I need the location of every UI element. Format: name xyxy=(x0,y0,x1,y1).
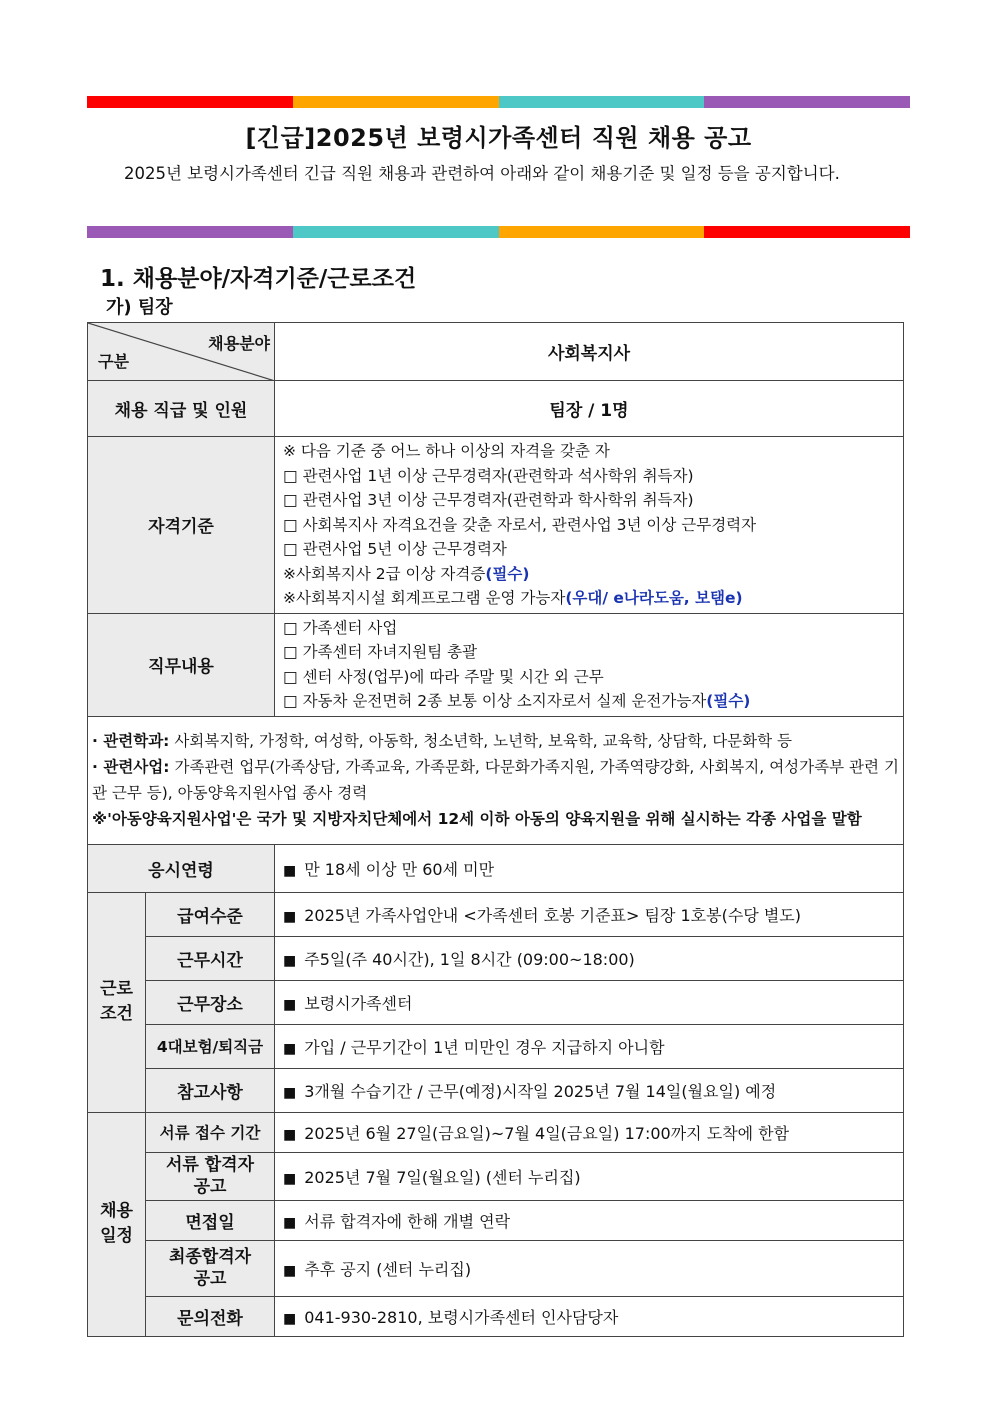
required-mark: (필수) xyxy=(706,692,751,710)
bullet-icon: ■ xyxy=(283,1170,297,1187)
bullet-icon: ■ xyxy=(283,1040,297,1057)
qualification-intro: ※ 다음 기준 중 어느 하나 이상의 자격을 갖춘 자 xyxy=(283,442,610,460)
bullet-icon: ■ xyxy=(283,862,297,879)
work-row-label: 급여수준 xyxy=(146,892,275,936)
work-row-value xyxy=(275,980,904,1024)
schedule-row-value xyxy=(275,1240,904,1296)
work-conditions-label: 근로 조건 xyxy=(88,892,146,1112)
header-field-label: 채용분야 xyxy=(208,334,270,353)
schedule-row-label: 최종합격자 공고 xyxy=(146,1240,275,1296)
bullet-icon: ■ xyxy=(283,908,297,925)
qualification-item: □ 사회복지사 자격요건을 갖춘 자로서, 관련사업 3년 이상 근무경력자 xyxy=(283,515,757,534)
duty-item: □ 가족센터 사업 xyxy=(283,618,398,637)
bullet-icon: ■ xyxy=(283,1214,297,1231)
work-row-text: 2025년 가족사업안내 <가족센터 호봉 기준표> 팀장 1호봉(수당 별도) xyxy=(304,905,801,925)
work-row-text: 3개월 수습기간 / 근무(예정)시작일 2025년 7월 14일(월요일) 예정 xyxy=(304,1081,777,1101)
note-biz-text: 가족관련 업무(가족상담, 가족교육, 가족문화, 다문화가족지원, 가족역량강화, 사회복지, 여성가족부 관련 기관 근무 등), 아동양육지원사업 종사 경력 xyxy=(92,758,899,802)
bar-segment xyxy=(499,96,705,108)
work-row-label: 근무시간 xyxy=(146,936,275,980)
bullet-icon: ■ xyxy=(283,1084,297,1101)
age-text: 만 18세 이상 만 60세 미만 xyxy=(304,859,495,879)
top-color-bar xyxy=(87,96,910,108)
work-row-value xyxy=(275,1068,904,1112)
note-child-support: ※'아동양육지원사업'은 국가 및 지방자치단체에서 12세 이하 아동의 양육지원을 위해 실시하는 각종 사업을 말함 xyxy=(92,810,862,828)
schedule-row-label: 서류 합격자 공고 xyxy=(146,1152,275,1200)
duty-label: 직무내용 xyxy=(88,613,275,716)
header-diagonal-cell xyxy=(88,323,275,381)
bar-segment xyxy=(499,226,705,238)
bullet-icon: ■ xyxy=(283,1126,297,1143)
required-mark: (필수) xyxy=(485,564,530,583)
work-row-text: 가입 / 근무기간이 1년 미만인 경우 지급하지 아니함 xyxy=(304,1037,665,1057)
bar-segment xyxy=(293,226,499,238)
bullet-icon: ■ xyxy=(283,1310,297,1327)
field-value: 사회복지사 xyxy=(275,323,904,381)
age-value xyxy=(275,844,904,892)
note-biz xyxy=(92,754,899,806)
schedule-row-text: 041-930-2810, 보령시가족센터 인사담당자 xyxy=(304,1307,619,1327)
qualification-list xyxy=(275,437,904,614)
qualification-item: □ 관련사업 3년 이상 근무경력자(관련학과 학사학위 취득자) xyxy=(283,491,694,509)
qualification-item: □ 관련사업 5년 이상 근무경력자 xyxy=(283,540,507,558)
position-label: 채용 직급 및 인원 xyxy=(88,381,275,437)
work-row-label: 근무장소 xyxy=(146,980,275,1024)
schedule-row-value xyxy=(275,1296,904,1336)
schedule-row-value xyxy=(275,1112,904,1152)
schedule-row-label: 면접일 xyxy=(146,1200,275,1240)
schedule-row-text: 서류 합격자에 한해 개별 연락 xyxy=(304,1211,511,1231)
schedule-row-text: 2025년 7월 7일(월요일) (센터 누리집) xyxy=(304,1167,581,1187)
schedule-row-text: 2025년 6월 27일(금요일)~7월 4일(금요일) 17:00까지 도착에 한함 xyxy=(304,1123,790,1143)
duty-item: □ 가족센터 자녀지원팀 총괄 xyxy=(283,643,478,661)
age-label: 응시연령 xyxy=(88,844,275,892)
schedule-row-value xyxy=(275,1200,904,1240)
section-heading: 1. 채용분야/자격기준/근로조건 xyxy=(100,266,417,292)
duty-list xyxy=(275,613,904,716)
position-value: 팀장 / 1명 xyxy=(275,381,904,437)
qualification-note xyxy=(283,562,895,587)
bar-segment xyxy=(293,96,499,108)
note-dept xyxy=(92,728,899,754)
schedule-row-text: 추후 공지 (센터 누리집) xyxy=(304,1259,472,1279)
work-row-text: 보령시가족센터 xyxy=(304,993,413,1013)
bar-segment xyxy=(87,226,293,238)
work-row-value xyxy=(275,892,904,936)
note-text: ※사회복지사 2급 이상 자격증 xyxy=(283,564,486,583)
recruitment-table xyxy=(87,322,904,1337)
schedule-row-label: 문의전화 xyxy=(146,1296,275,1336)
duty-text: □ 자동차 운전면허 2종 보통 이상 소지자로서 실제 운전가능자 xyxy=(283,692,707,710)
header-category-label: 구분 xyxy=(98,352,129,371)
work-row-value xyxy=(275,1024,904,1068)
note-text: ※사회복지시설 회계프로그램 운영 가능자 xyxy=(283,589,566,607)
work-row-value xyxy=(275,936,904,980)
qualification-note xyxy=(283,586,895,611)
bullet-icon: ■ xyxy=(283,1262,297,1279)
bar-segment xyxy=(704,226,910,238)
work-row-label: 참고사항 xyxy=(146,1068,275,1112)
work-row-text: 주5일(주 40시간), 1일 8시간 (09:00~18:00) xyxy=(304,949,635,969)
note-dept-text: 사회복지학, 가정학, 여성학, 아동학, 청소년학, 노년학, 보육학, 교육학, 상담학, 다문화학 등 xyxy=(169,732,792,750)
work-row-label: 4대보험/퇴직금 xyxy=(146,1024,275,1068)
note-dept-label: · 관련학과: xyxy=(92,732,170,750)
schedule-row-value xyxy=(275,1152,904,1200)
bar-segment xyxy=(87,96,293,108)
notes-cell xyxy=(88,716,904,844)
note-biz-label: · 관련사업: xyxy=(92,758,170,776)
intro-text: 2025년 보령시가족센터 긴급 직원 채용과 관련하여 아래와 같이 채용기준 및 일정 등을 공지합니다. xyxy=(124,164,840,183)
preferred-mark: (우대/ e나라도움, 보탬e) xyxy=(565,589,743,607)
schedule-row-label: 서류 접수 기간 xyxy=(146,1112,275,1152)
schedule-label: 채용 일정 xyxy=(88,1112,146,1336)
bullet-icon: ■ xyxy=(283,952,297,969)
subsection-heading: 가) 팀장 xyxy=(106,297,173,318)
qualification-label: 자격기준 xyxy=(88,437,275,614)
page-title: [긴급]2025년 보령시가족센터 직원 채용 공고 xyxy=(245,124,752,152)
bar-segment xyxy=(704,96,910,108)
bottom-color-bar xyxy=(87,226,910,238)
duty-item xyxy=(283,689,895,714)
bullet-icon: ■ xyxy=(283,996,297,1013)
duty-item: □ 센터 사정(업무)에 따라 주말 및 시간 외 근무 xyxy=(283,667,604,686)
qualification-item: □ 관련사업 1년 이상 근무경력자(관련학과 석사학위 취득자) xyxy=(283,466,694,485)
